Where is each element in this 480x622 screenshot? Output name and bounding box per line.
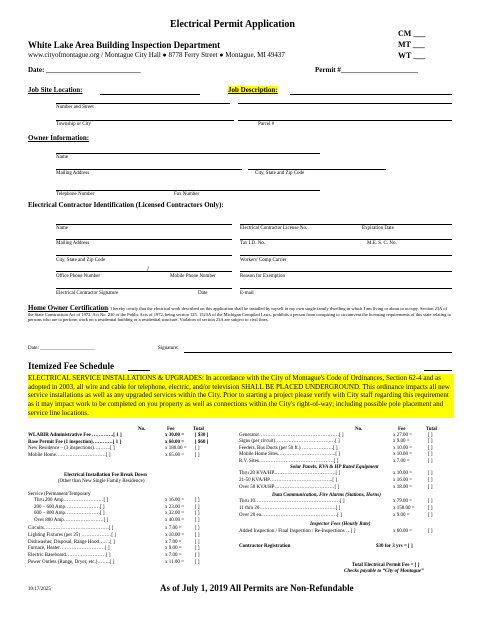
fee-row-label: Lighting Fixtures (per 25) ………………[ ] xyxy=(28,532,116,538)
ec-mobile-phone-line[interactable] xyxy=(152,271,232,272)
fee-row-rate: x 180.00 = xyxy=(165,446,187,451)
fee-row-total[interactable]: [ ] xyxy=(195,446,200,451)
number-street-label: Number and Street xyxy=(56,105,94,110)
owner-telephone-label: Telephone Number xyxy=(56,192,95,197)
data-comm-title: Data Communication, Fire Alarms (Stations, Horns) xyxy=(272,493,381,498)
date-field[interactable]: Date: ___________________________ xyxy=(28,66,141,74)
fee-row-rate: x 60.00 = xyxy=(165,439,185,445)
fee-row-label: Thru 20 KVA/HP……………………………….[ ] xyxy=(239,471,341,476)
code-mt[interactable]: MT ___ xyxy=(398,40,425,49)
fee-title-rule-right xyxy=(424,370,452,371)
fee-row-label: Over 20 ea.………………………………………[ ] xyxy=(239,513,342,518)
department-name: White Lake Area Building Inspection Department xyxy=(28,40,221,50)
ec-signature-line[interactable] xyxy=(56,288,232,289)
checks-payable-label: Checks payable to “City of Montague” xyxy=(344,569,424,574)
fee-row-rate: x 158.00 = xyxy=(393,506,415,511)
fee-row-total[interactable]: [ ] xyxy=(428,445,433,451)
fee-row-label: Feeders, Bus Ducts (per 50 ft.) ……………….[ ] xyxy=(239,445,338,451)
contractor-registration-value[interactable]: $30 for 3 yrs = [ ] xyxy=(376,544,413,549)
fee-row-rate: x 27.00 = xyxy=(393,433,413,438)
job-description-line-2[interactable] xyxy=(238,103,452,104)
breakdown-title: Electrical Installation Fee Break Down xyxy=(64,473,147,478)
fee-row-total[interactable]: [ ] xyxy=(428,471,433,476)
ec-license-line[interactable] xyxy=(240,224,452,225)
ec-exempt-label: Reason for Exemption xyxy=(240,274,285,279)
fee-row-total[interactable]: [ ] xyxy=(195,504,200,510)
fee-row-total[interactable]: [ ] xyxy=(428,439,433,445)
fee-row-total[interactable]: [ ] xyxy=(195,560,200,565)
fee-row-rate: x 16.00 = xyxy=(165,498,185,503)
fee-row-total[interactable]: [ ] xyxy=(195,553,200,559)
fee-row-rate: x 40.00 = xyxy=(165,517,185,523)
parcel-line[interactable] xyxy=(238,120,452,121)
ec-name-label: Name xyxy=(56,226,68,231)
job-site-line[interactable] xyxy=(100,94,200,95)
home-owner-certification xyxy=(28,306,452,323)
owner-info-label: Owner Information: xyxy=(28,134,90,142)
ec-license-label: Electrical Contractor License No. xyxy=(240,226,308,231)
ec-office-phone-line[interactable] xyxy=(56,271,152,272)
fee-row-label: 21-50 KVA/HP………………………………..[ ] xyxy=(239,478,337,483)
township-label: Township or City xyxy=(56,122,91,127)
ec-city-line[interactable] xyxy=(56,255,232,256)
ec-expiration-label: Expiration Date xyxy=(362,226,394,231)
fee-row-total[interactable]: [ ] xyxy=(428,478,433,483)
fee-row-rate: x 18.00 = xyxy=(393,485,413,490)
fee-row-total[interactable]: [ ] xyxy=(195,546,200,552)
ec-mailing-label: Mailing Address xyxy=(56,241,90,246)
owner-name-label: Name xyxy=(56,155,68,160)
ec-ident-label: Electrical Contractor Identification (Licensed Contractors Only): xyxy=(28,201,224,209)
owner-phone-line[interactable] xyxy=(56,190,320,191)
inspector-fee-label: Added Inspection / Final Inspection / Re-Inspections …[ ] xyxy=(239,529,356,534)
fee-row-label: Furnace, Heater………………………[ ] xyxy=(28,546,110,552)
fee-schedule-title: Itemized Fee Schedule xyxy=(28,361,114,371)
ec-email-line[interactable] xyxy=(240,288,452,289)
ec-mailing-line[interactable] xyxy=(56,239,232,240)
ec-comp-line[interactable] xyxy=(240,255,452,256)
job-site-label: Job Site Location: xyxy=(28,86,83,94)
fee-row-label: R.V. Sites………………………………………[ ] xyxy=(239,458,339,464)
fee-row-rate: x 16.00 = xyxy=(393,478,413,483)
left-col-no: No. xyxy=(138,427,146,432)
right-col-no: No. xyxy=(355,427,363,432)
right-col-total: Total xyxy=(426,427,437,432)
cert-signature-label: Signature: xyxy=(158,346,179,351)
fee-row-label: 200 – 600 Amp…………………[ ] xyxy=(34,504,105,510)
fee-row-label: Dishwasher, Disposal, Range Hood…….[ ] xyxy=(28,539,115,545)
fee-row-total[interactable]: [ ] xyxy=(195,498,200,503)
fee-row-rate: x 32.00 = xyxy=(165,511,185,516)
fee-row-total[interactable]: [ ] xyxy=(428,458,433,464)
permit-number-field[interactable]: Permit #______________________ xyxy=(315,66,418,74)
cert-date-field[interactable]: Date: ______________________ xyxy=(28,346,96,351)
fee-row-rate: x 9.00 = xyxy=(393,513,410,518)
township-line[interactable] xyxy=(56,120,234,121)
inspector-title: Inspector Fees (Hourly Rate) xyxy=(310,522,371,527)
fee-row-total[interactable]: [ ] xyxy=(428,485,433,490)
page-title: Electrical Permit Application xyxy=(170,19,295,30)
ec-tax-line[interactable] xyxy=(240,239,452,240)
code-wt[interactable]: WT ___ xyxy=(398,51,426,60)
ec-date-label: Date xyxy=(198,291,208,296)
inspector-fee-rate: x 60.00 = xyxy=(393,529,413,534)
fee-row-total[interactable]: [ ] xyxy=(428,513,433,518)
owner-mailing-line[interactable] xyxy=(56,169,242,170)
fee-row-label: Generator…………………………………………[ ] xyxy=(239,433,344,438)
fee-row-rate: x 79.00 = xyxy=(393,499,413,504)
right-col-fee: Fee xyxy=(398,427,406,432)
inspector-fee-total[interactable]: [ ] xyxy=(428,529,433,534)
ec-name-line[interactable] xyxy=(56,224,232,225)
code-cm[interactable]: CM ___ xyxy=(398,29,426,38)
fee-row-total[interactable]: [ ] xyxy=(428,433,433,438)
contractor-registration-label: Contractor Registration xyxy=(239,544,291,549)
footer-date: 10/17/2025 xyxy=(28,587,51,592)
fee-row-rate: x 23.00 = xyxy=(165,504,185,510)
fee-row-label: New Residence – (3 inspections)……….[ ] xyxy=(28,446,115,451)
cert-signature-line[interactable] xyxy=(184,352,452,353)
ec-signature-label: Electrical Contractor Signature xyxy=(56,291,119,296)
owner-mailing-label: Mailing Address xyxy=(56,171,90,176)
fee-row-rate: x 7.00 = xyxy=(165,539,182,545)
fee-row-total[interactable]: [ ] xyxy=(195,539,200,545)
left-col-fee: Fee xyxy=(167,427,175,432)
ec-office-phone-label: Office Phone Number xyxy=(56,274,101,279)
fee-row-rate: x 10.00 = xyxy=(393,445,413,451)
owner-fax-label: Fax Number xyxy=(174,192,200,197)
fee-title-rule-left xyxy=(128,370,150,371)
fee-row-label: Power Outlets (Range, Dryer, etc.)……..[ ] xyxy=(28,560,115,565)
owner-city-label: City, State and Zip Code xyxy=(255,171,305,176)
ec-comp-label: Workers' Comp Carrier xyxy=(240,258,287,263)
ec-city-label: City, State and Zip Code xyxy=(56,258,106,263)
underground-notice: ELECTRICAL SERVICE INSTALLATIONS & UPGRADES: In accordance with the City of Montague's Code of Ordinances, Section 62-4 and as adopted in 2003, all wire and cable for telephone, electric, and/or television SHALL BE PLACED UNDERGROUND. This ordinance impacts all new service installations as well as any upgraded services within the City. Prior to starting a project please verify with City staff regarding this requirement as it may impact work to be completed on you property as well as connections within the City's right-of-way; including possible pole placement and service line locations. xyxy=(28,374,454,418)
fee-row-total[interactable]: [ $30 ] xyxy=(195,433,209,438)
solar-title: Solar Panels, KVA & HP Rated Equipment xyxy=(290,465,379,470)
parcel-label: Parcel # xyxy=(258,122,275,127)
fee-row-rate: x 9.00 = xyxy=(165,546,182,552)
fee-row-total[interactable]: [ ] xyxy=(428,452,433,458)
home-owner-cert-label: Home Owner Certification xyxy=(28,304,108,312)
ec-email-label: E-mail xyxy=(240,291,254,296)
fee-row-label: Electric Baseboard……………………[ ] xyxy=(28,553,111,559)
fee-row-label: Over 50 KVA/HP………………………………[ ] xyxy=(239,485,340,490)
fee-row-label: Circuits…………………………………[ ] xyxy=(28,526,114,531)
ec-exempt-line[interactable] xyxy=(240,271,452,272)
service-label: Service (Permanent/Temporary xyxy=(28,492,91,497)
fee-row-rate: x 9.00 = xyxy=(393,439,410,445)
fee-row-rate: x 7.00 = xyxy=(165,553,182,559)
fee-row-rate: x 10.00 = xyxy=(393,471,413,476)
left-col-total: Total xyxy=(193,427,204,432)
fee-row-total[interactable]: [ ] xyxy=(195,511,200,516)
fee-row-rate: x 7.00 = xyxy=(165,526,182,531)
fee-row-rate: x 10.00 = xyxy=(393,452,413,458)
department-address[interactable]: www.cityofmontague.org / Montague City Hall ● 8778 Ferry Street ● Montague, MI 49437 xyxy=(28,51,285,59)
fee-row-label: 11 thru 20……………………………………….[ ] xyxy=(239,506,341,511)
fee-row-rate: x 65.00 = xyxy=(165,452,185,458)
fee-row-rate: x 10.00 = xyxy=(165,532,185,538)
fee-row-rate: x 30.00 = xyxy=(165,433,185,438)
fee-row-label: Mobile Home Sites……………………………..[ ] xyxy=(239,452,340,458)
fee-row-label: WLABIR Administrative Fee ………….[ 1 ] xyxy=(28,433,122,438)
job-description-line[interactable] xyxy=(290,94,452,95)
fee-row-rate: x 11.00 = xyxy=(165,560,184,565)
breakdown-subtitle: (Other than New Single Family Residence) xyxy=(58,479,145,484)
fee-row-label: Base Permit Fee (1 inspection)…………[ 1 ] xyxy=(28,439,122,445)
fee-row-rate: x 7.00 = xyxy=(393,458,410,464)
fee-row-label: 600 – 800 Amp…………………[ ] xyxy=(34,511,105,516)
street-line[interactable] xyxy=(56,103,230,104)
ec-mesc-label: M.E. S. C. No. xyxy=(367,241,397,246)
fee-row-total[interactable]: [ ] xyxy=(195,452,200,458)
fee-row-total[interactable]: [ ] xyxy=(195,526,200,531)
fee-row-label: Thru 200 Amp……………………[ ] xyxy=(34,498,109,503)
slash-separator: / xyxy=(147,265,149,273)
fee-row-total[interactable]: [ $60 ] xyxy=(195,439,209,445)
fee-row-label: Over 800 Amp……………………[ ] xyxy=(34,517,109,523)
fee-row-total[interactable]: [ ] xyxy=(195,532,200,538)
fee-row-total[interactable]: [ ] xyxy=(428,499,433,504)
owner-city-line[interactable] xyxy=(248,169,386,170)
fee-row-label: Mobile Home…………………………[ ] xyxy=(28,452,111,458)
fee-row-label: Signs (per circuit)………………………………[ ] xyxy=(239,439,340,445)
non-refundable-notice: As of July 1, 2019 All Permits are Non-Refundable xyxy=(160,583,354,593)
fee-row-total[interactable]: [ ] xyxy=(195,517,200,523)
fee-row-label: Thru 10……………………………………………[ ] xyxy=(239,499,345,504)
owner-name-line[interactable] xyxy=(56,153,320,154)
total-fee-label[interactable]: Total Electrical Permit Fee = [ ] xyxy=(352,563,420,568)
fee-row-total[interactable]: [ ] xyxy=(428,506,433,511)
job-description-label: Job Description: xyxy=(228,86,278,94)
home-owner-cert-text: : I hereby certify that the electrical work described on this application shall be installed by myself in my own single family dwelling in which I am living or about to occupy. Section 23A of the State Construction Act of 1972, Act No. 230 of the Public Acts of 1972, being section 125. 1523A of the Michigan Compiled Laws, prohibits a person from conspiring to circumvent the licensing requirements of this state relating to persons who are to perform work on a residential building or a residential structure. Violators of section 23A are subject to civil fines. xyxy=(28,306,452,322)
ec-tax-label: Tax I.D. No. xyxy=(240,241,266,246)
ec-mobile-phone-label: Mobile Phone Number xyxy=(170,274,216,279)
